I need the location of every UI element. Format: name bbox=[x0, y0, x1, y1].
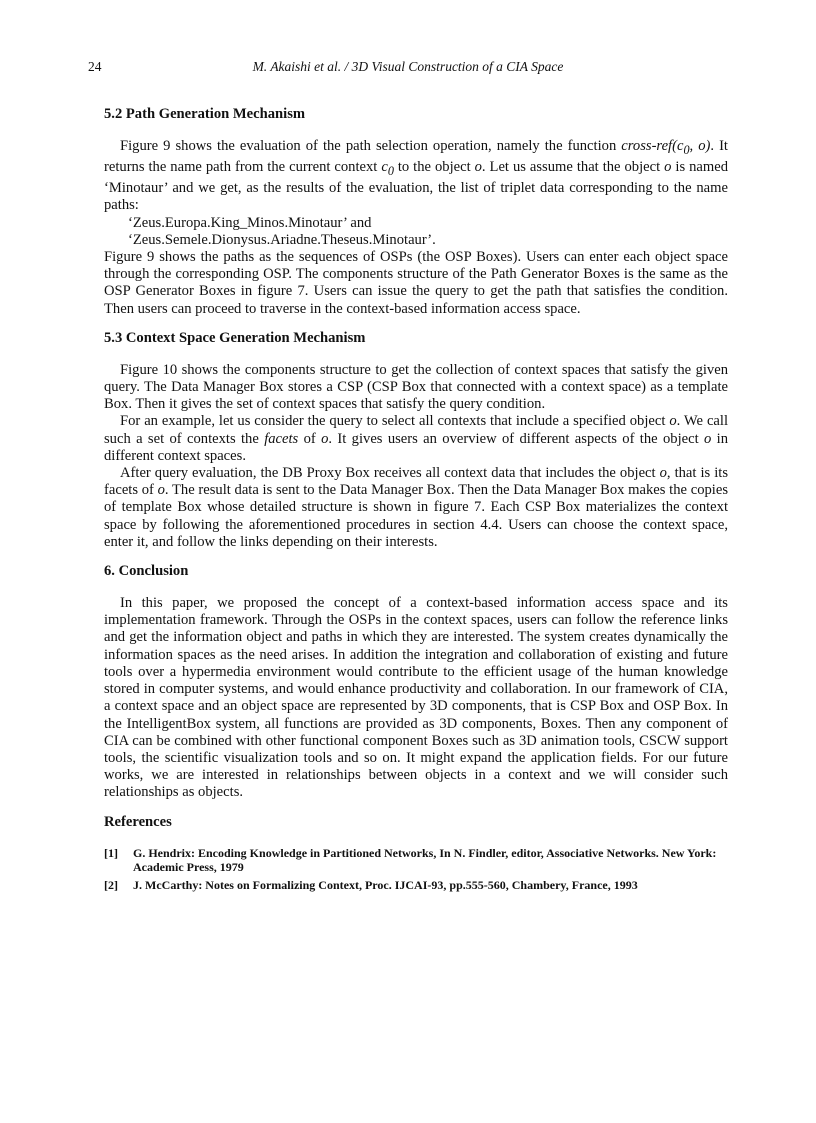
reference-list bbox=[104, 846, 728, 893]
reference-item: [2] J. McCarthy: Notes on Formalizing Context, Proc. IJCAI-93, pp.555-560, Chambery, France, 1993 bbox=[104, 877, 638, 892]
section-heading-5-3: 5.3 Context Space Generation Mechanism bbox=[104, 329, 366, 346]
page-body bbox=[104, 106, 728, 895]
paragraph-5-3-1: Figure 10 shows the components structure to get the collection of context spaces that satisfy the given query. The Data Manager Box stores a CSP (CSP Box that connected with a context space) as a template Box. Then it gives the set of context spaces that satisfy the query condition. bbox=[104, 361, 728, 413]
references-heading: References bbox=[104, 813, 172, 830]
page-number: 24 bbox=[88, 59, 102, 74]
paragraph-conclusion: In this paper, we proposed the concept of a context-based information access space and its implementation framework. Through the OSPs in the context spaces, users can follow the reference links and get the information object and paths in which they are interested. The system creates dynamically the information spaces as the need arises. In addition the integration and collaboration of existing and future tools over a hypermedia environment would contribute to the efficient usage of the human knowledge stored in computer systems, and would enhance productivity and collaboration. In our framework of CIA, a context space and an object space are represented by 3D components, that is CSP Box and OSP Box. In the IntelligentBox system, all functions are provided as 3D components, Boxes. Then any component of CIA can be combined with other functional component Boxes such as 3D animation tools, CSCW support tools, the scientific visualization tools and so on. It might expand the application fields. For our future works, we are interested in relationships between objects in a context and we will consider such relationships as objects. bbox=[104, 595, 728, 801]
paragraph-5-2-2: Figure 9 shows the paths as the sequences of OSPs (the OSP Boxes). Users can enter each object space through the corresponding OSP. The components structure of the Path Generator Boxes is the same as the OSP Generator Boxes in figure 7. Users can issue the query to get the path that satisfies the condition. Then users can proceed to traverse in the context-based information access space. bbox=[104, 249, 728, 317]
running-title: M. Akaishi et al. / 3D Visual Construction of a CIA Space bbox=[252, 59, 564, 74]
section-heading-5-2: 5.2 Path Generation Mechanism bbox=[104, 106, 306, 122]
section-heading-6: 6. Conclusion bbox=[104, 563, 189, 580]
running-header bbox=[88, 59, 728, 77]
paragraph-5-3-3: After query evaluation, the DB Proxy Box receives all context data that includes the object o, that is its facets of o. The result data is sent to the Data Manager Box. Then the Data Manager Box makes the copies of template Box whose detailed structure is shown in figure 7. Each CSP Box materializes the context space by following the aforementioned procedures in section 4.4. Users can choose the context space, enter it, and follow the links depending on their interests. bbox=[104, 465, 728, 550]
paragraph-5-2-1: Figure 9 shows the evaluation of the path selection operation, namely the function cross-$ref(c_0$, o). It returns the name path from the current context $c_0$ to the object o. Let us assume that the object o is named ‘Minotaur’ and we get, as the results of the evaluation, the list of triplet data corresponding to the name paths: bbox=[104, 138, 728, 214]
paragraph-5-3-2: For an example, let us consider the query to select all contexts that include a specified object o. We call such a set of contexts the facets of o. It gives users an overview of different aspects of the object o in different context spaces. bbox=[104, 413, 729, 464]
reference-item: [1] G. Hendrix: Encoding Knowledge in Partitioned Networks, In N. Findler, editor, Associative Networks. New York: Academic Press, 1979 bbox=[104, 845, 717, 875]
name-path-1: ‘Zeus.Europa.King_Minos.Minotaur’ and bbox=[128, 214, 372, 231]
name-path-2: ‘Zeus.Semele.Dionysus.Ariadne.Theseus.Minotaur’. bbox=[128, 231, 436, 248]
